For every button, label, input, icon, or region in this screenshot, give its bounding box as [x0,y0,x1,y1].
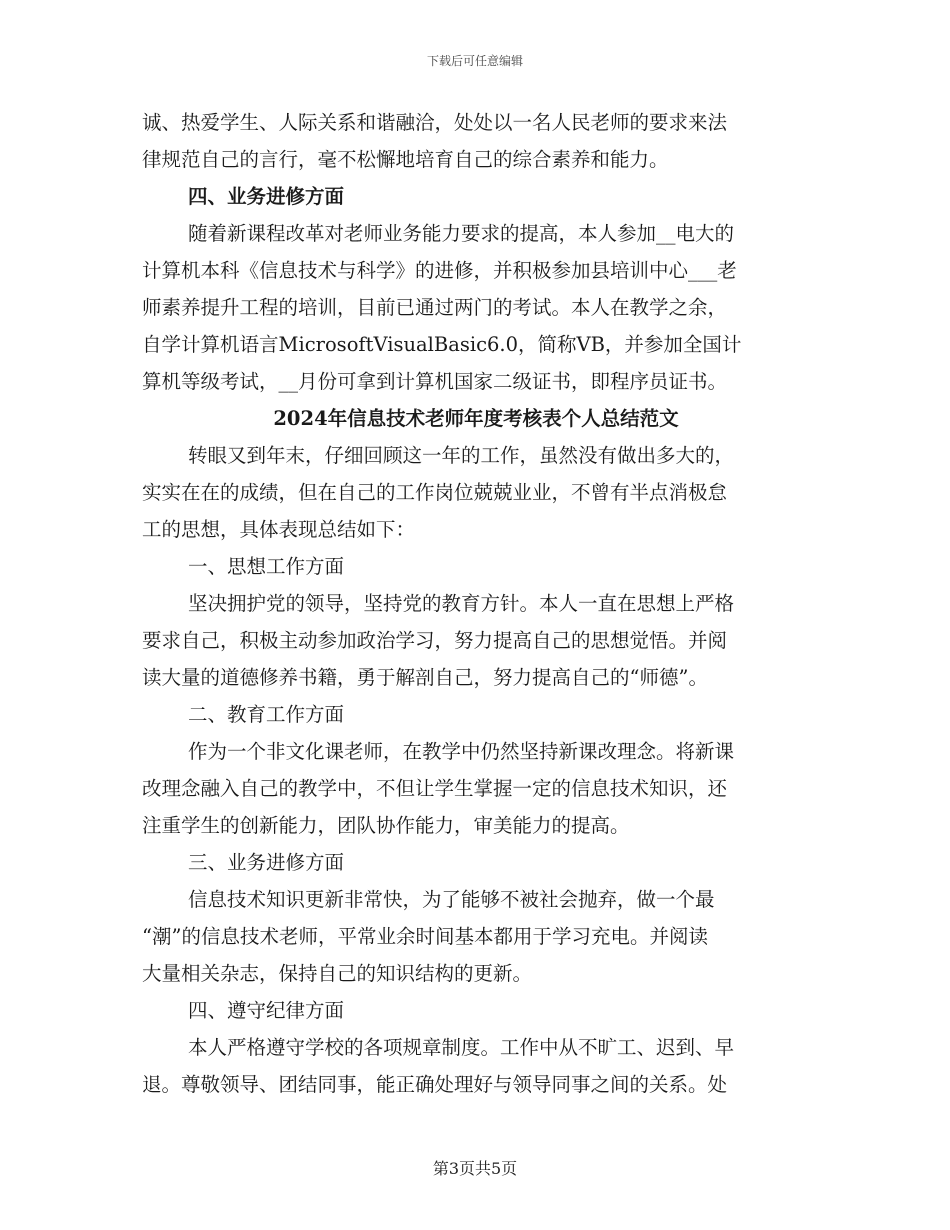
article-text-line: “潮”的信息技术老师，平常业余时间基本都用于学习充电。并阅读 [142,925,708,948]
body-text-line: 算机等级考试，__月份可拿到计算机国家二级证书，即程序员证书。 [142,370,728,393]
article-text-line: 退。尊敬领导、团结同事，能正确处理好与领导同事之间的关系。处 [142,1073,728,1096]
body-text-line: 计算机本科《信息技术与科学》的进修，并积极参加县培训中心___老 [142,259,737,282]
body-text-line: 律规范自己的言行，毫不松懈地培育自己的综合素养和能力。 [142,148,669,171]
body-text-line: 四、业务进修方面 [188,185,345,208]
article-text-line: 实实在在的成绩，但在自己的工作岗位兢兢业业，不曾有半点消极怠 [142,481,728,504]
article-text-line: 坚决拥护党的领导，坚持党的教育方针。本人一直在思想上严格 [188,592,735,615]
body-text-line: 师素养提升工程的培训，目前已通过两门的考试。本人在教学之余， [142,296,728,319]
article-text-line: 工的思想，具体表现总结如下： [142,518,416,541]
article-text-line: 注重学生的创新能力，团队协作能力，审美能力的提高。 [142,814,630,837]
article-text-line: 四、遵守纪律方面 [188,999,345,1022]
article-text-line: 三、业务进修方面 [188,851,345,874]
article-text-line: 改理念融入自己的教学中，不但让学生掌握一定的信息技术知识，还 [142,777,728,800]
article-text-line: 读大量的道德修养书籍，勇于解剖自己，努力提高自己的“师德”。 [142,666,708,689]
article-text-line: 二、教育工作方面 [188,703,345,726]
body-text-line: 随着新课程改革对老师业务能力要求的提高，本人参加__电大的 [188,222,735,245]
article-text-line: 要求自己，积极主动参加政治学习，努力提高自己的思想觉悟。并阅 [142,629,728,652]
previous-section [142,104,810,400]
article-text-line: 信息技术知识更新非常快，为了能够不被社会抛弃，做一个最 [188,888,715,911]
article-text-line: 转眼又到年末，仔细回顾这一年的工作，虽然没有做出多大的， [188,444,735,467]
body-text-line: 自学计算机语言MicrosoftVisualBasic6.0，简称VB，并参加全国计 [142,333,742,356]
article-text-line: 大量相关杂志，保持自己的知识结构的更新。 [142,962,533,985]
article-body [142,437,810,1103]
body-text-line: 诚、热爱学生、人际关系和谐融洽，处处以一名人民老师的要求来法 [142,111,728,134]
article-text-line: 作为一个非文化课老师，在教学中仍然坚持新课改理念。将新课 [188,740,735,763]
page-header: 下载后可任意编辑 [426,54,523,68]
article-text-line: 一、思想工作方面 [188,555,345,578]
document-body [142,104,810,1103]
article-text-line: 本人严格遵守学校的各项规章制度。工作中从不旷工、迟到、早 [188,1036,735,1059]
article-title: 2024年信息技术老师年度考核表个人总结范文 [273,407,679,430]
page-number: 第3页共5页 [432,1159,518,1178]
